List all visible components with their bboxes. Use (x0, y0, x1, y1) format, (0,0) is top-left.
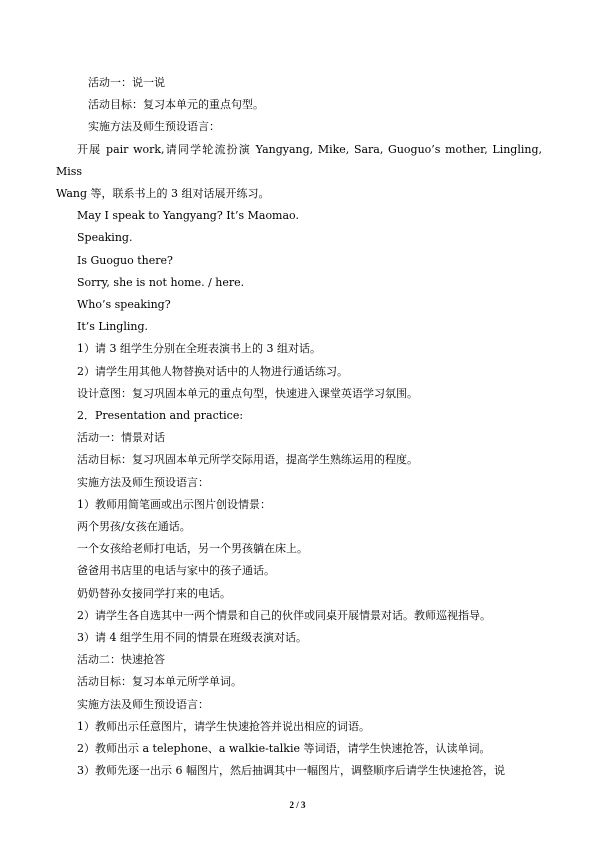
document-body (56, 72, 542, 783)
text-line: 1）教师出示任意图片，请学生快速抢答并说出相应的词语。 (77, 719, 370, 733)
text-line: 3）请 4 组学生用不同的情景在班级表演对话。 (77, 631, 307, 645)
text-line: 活动一：情景对话 (77, 431, 165, 445)
text-line: 活动目标：复习本单元所学单词。 (77, 675, 242, 689)
text-line: 设计意图：复习巩固本单元的重点句型，快速进入课堂英语学习氛围。 (77, 386, 418, 400)
text-line: 2）请学生用其他人物替换对话中的人物进行通话练习。 (77, 364, 348, 378)
text-line: 1）教师用简笔画或出示图片创设情景： (77, 497, 271, 511)
text-line: It’s Lingling. (77, 320, 149, 334)
text-line: 活动目标：复习本单元的重点句型。 (88, 98, 264, 112)
text-line: 实施方法及师生预设语言： (77, 475, 209, 489)
section-heading: 2．Presentation and practice: (77, 409, 244, 423)
text-line: 实施方法及师生预设语言： (77, 697, 209, 711)
page-number: 2 / 3 (289, 800, 306, 810)
text-line: 活动一：说一说 (88, 76, 165, 89)
text-line: Speaking. (77, 231, 133, 245)
text-line: Wang 等，联系书上的 3 组对话展开练习。 (56, 187, 270, 201)
text-line: 活动二：快速抢答 (77, 653, 165, 667)
text-line: 两个男孩/女孩在通话。 (77, 520, 191, 534)
text-line: 开展 pair work,请同学轮流扮演 Yangyang, Mike, Sara, Guoguo’s mother, Lingling, Miss (56, 142, 542, 178)
text-line: 2）请学生各自选其中一两个情景和自己的伙伴或同桌开展情景对话。教师巡视指导。 (77, 608, 491, 622)
text-line: 爸爸用书店里的电话与家中的孩子通话。 (77, 564, 275, 578)
text-line: 奶奶替孙女接同学打来的电话。 (77, 586, 231, 600)
text-line: Sorry, she is not home. / here. (77, 275, 245, 289)
paragraph (56, 139, 542, 206)
text-line: Who’s speaking? (77, 298, 171, 312)
text-line: 3）教师先逐一出示 6 幅图片，然后抽调其中一幅图片，调整顺序后请学生快速抢答，说 (77, 764, 505, 778)
text-line: 2）教师出示 a telephone、a walkie-talkie 等词语，请学生快速抢答，认读单词。 (77, 742, 491, 756)
text-line: 一个女孩给老师打电话，另一个男孩躺在床上。 (77, 542, 308, 556)
text-line: May I speak to Yangyang? It’s Maomao. (77, 209, 299, 223)
text-line: 1）请 3 组学生分别在全班表演书上的 3 组对话。 (77, 342, 321, 356)
text-line: Is Guoguo there? (77, 253, 173, 267)
text-line: 实施方法及师生预设语言： (88, 120, 220, 134)
text-line: 活动目标：复习巩固本单元所学交际用语，提高学生熟练运用的程度。 (77, 453, 418, 467)
